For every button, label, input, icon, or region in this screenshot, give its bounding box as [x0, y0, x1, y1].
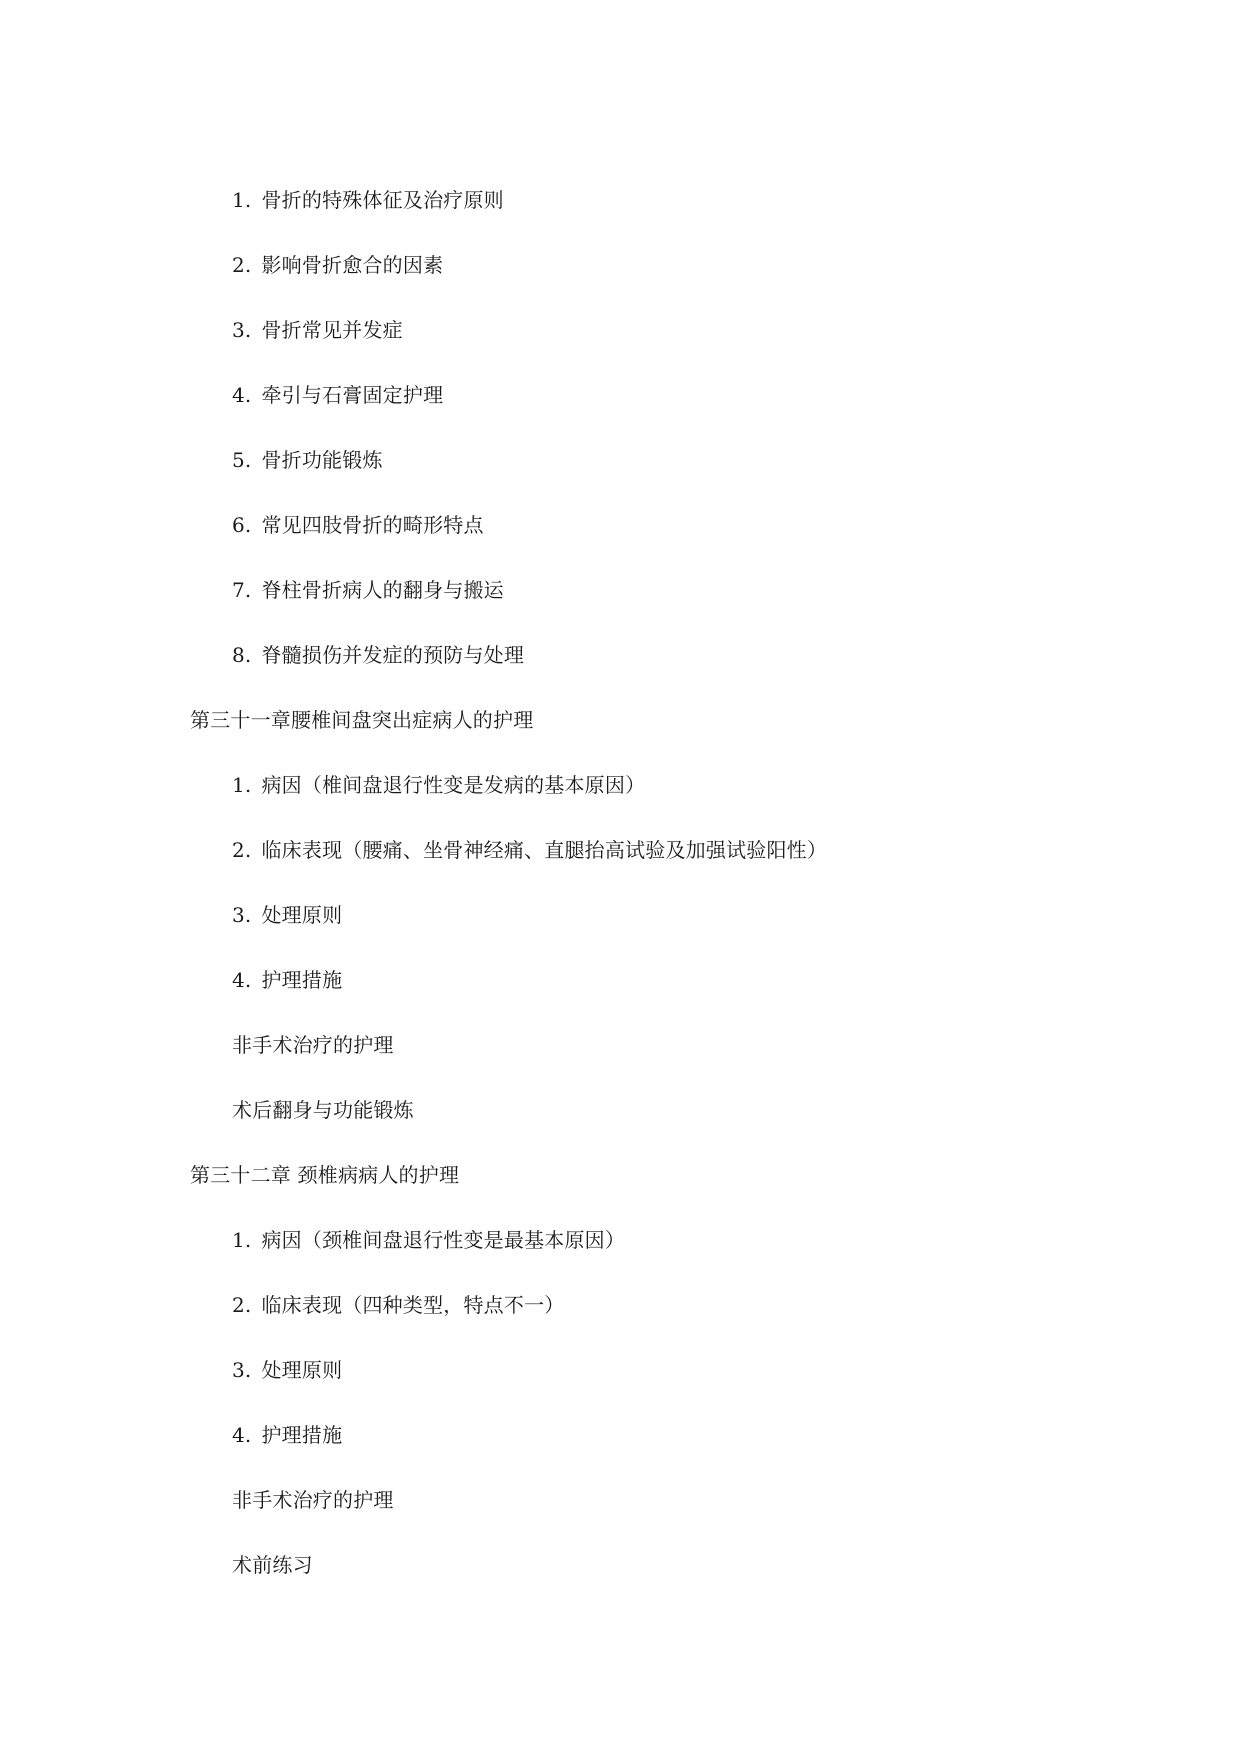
list-item [232, 1293, 564, 1317]
chapter-title: 第三十二章 颈椎病病人的护理 [190, 1163, 460, 1187]
item-number: 1. [232, 188, 252, 212]
item-number: 8. [232, 643, 252, 667]
item-number: 4. [232, 968, 252, 992]
sub-item: 术后翻身与功能锻炼 [232, 1098, 414, 1122]
list-item [232, 578, 504, 602]
item-text: 骨折的特殊体征及治疗原则 [261, 188, 504, 212]
list-item [232, 773, 645, 797]
item-text: 牵引与石膏固定护理 [261, 383, 444, 407]
sub-item: 非手术治疗的护理 [232, 1033, 394, 1057]
list-item [232, 1358, 342, 1382]
item-number: 3. [232, 318, 252, 342]
item-text: 处理原则 [261, 1358, 343, 1382]
item-text: 临床表现（腰痛、坐骨神经痛、直腿抬高试验及加强试验阳性） [261, 838, 828, 862]
list-item [232, 838, 827, 862]
list-item [232, 903, 342, 927]
item-number: 4. [232, 383, 252, 407]
list-item [232, 383, 443, 407]
item-number: 3. [232, 903, 252, 927]
item-text: 临床表现（四种类型，特点不一） [261, 1293, 565, 1317]
item-text: 影响骨折愈合的因素 [261, 253, 444, 277]
item-text: 脊髓损伤并发症的预防与处理 [261, 643, 525, 667]
item-number: 4. [232, 1423, 252, 1447]
list-item [232, 318, 403, 342]
item-number: 2. [232, 1293, 252, 1317]
item-text: 骨折功能锻炼 [261, 448, 383, 472]
sub-item: 非手术治疗的护理 [232, 1488, 394, 1512]
item-text: 处理原则 [261, 903, 343, 927]
item-number: 3. [232, 1358, 252, 1382]
list-item [232, 188, 504, 212]
list-item [232, 253, 443, 277]
item-number: 7. [232, 578, 252, 602]
list-item [232, 513, 484, 537]
list-item [232, 1228, 625, 1252]
chapter-title: 第三十一章腰椎间盘突出症病人的护理 [190, 708, 534, 732]
item-text: 护理措施 [261, 968, 343, 992]
item-text: 骨折常见并发症 [261, 318, 403, 342]
item-text: 常见四肢骨折的畸形特点 [261, 513, 484, 537]
list-item [232, 643, 524, 667]
item-number: 2. [232, 253, 252, 277]
list-item [232, 968, 342, 992]
item-number: 1. [232, 1228, 252, 1252]
list-item [232, 448, 383, 472]
item-number: 1. [232, 773, 252, 797]
list-item [232, 1423, 342, 1447]
item-number: 5. [232, 448, 252, 472]
item-text: 病因（椎间盘退行性变是发病的基本原因） [261, 773, 646, 797]
item-number: 6. [232, 513, 252, 537]
item-number: 2. [232, 838, 252, 862]
item-text: 护理措施 [261, 1423, 343, 1447]
item-text: 病因（颈椎间盘退行性变是最基本原因） [261, 1228, 626, 1252]
sub-item: 术前练习 [232, 1553, 313, 1577]
item-text: 脊柱骨折病人的翻身与搬运 [261, 578, 504, 602]
